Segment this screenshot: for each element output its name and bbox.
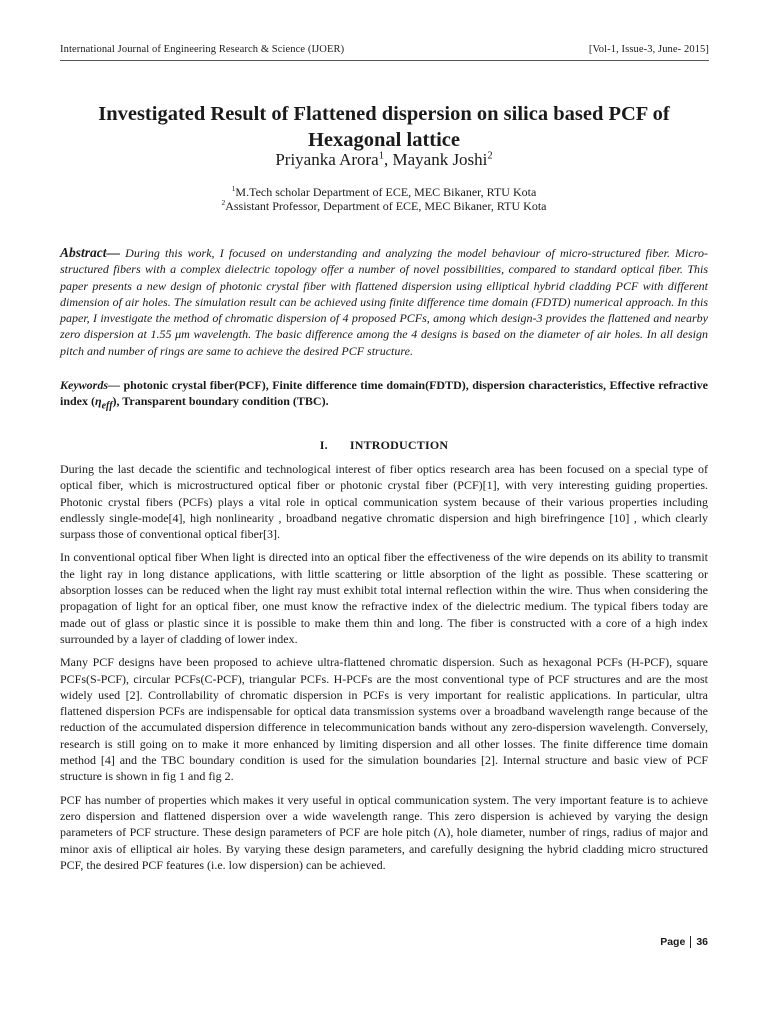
abstract-label: Abstract— bbox=[60, 245, 121, 260]
author-1: Priyanka Arora bbox=[275, 150, 379, 169]
keywords-text-b: ), Transparent boundary condition (TBC). bbox=[112, 394, 329, 409]
eff-subscript: eff bbox=[101, 400, 113, 412]
paragraph: Many PCF designs have been proposed to achieve ultra-flattened chromatic dispersion. Such as hexagonal PCFs (H-PCF), square PCFs(S-PCF), circular PCFs(C-PCF), triangular PCFs. H-PCFs are the most conventional type of PCF structures and are the most widely used [2]. Controllability of chromatic dispersion in PCFs is very important for realistic applications. In particular, ultra flattened dispersion PCFs are indispensable for optical data transmission systems over a broadband wavelength range because of the reduction of the accumulated dispersion difference in telecommunication bands without any zero-dispersion wavelength. Conversely, research is still going on to make it more enhanced by limiting dispersion and all other losses. The finite difference time domain method [4] and the TBC boundary condition is used for the simulation boundaries [2]. Internal structure and basic view of PCF structure is shown in fig 1 and fig 2. bbox=[60, 655, 708, 784]
author-2: Mayank Joshi bbox=[392, 150, 488, 169]
paragraph: In conventional optical fiber When light is directed into an optical fiber the effectiveness of the wire depends on its ability to transmit the light ray in long distance applications, with little scattering or little absorption of the light as possible. These scattering or absorption losses can be reduced when the light ray must exhibit total internal reflection within the wire. Thus when considering the propagation of light for an optical fiber, one must know the refractive index of the dielectric medium. The typical fibers today are made out of glass or plastic since it is possible to make them thin and long. The fiber is constructed with a core of a high index surrounded by a layer of cladding of lower index. bbox=[60, 550, 708, 646]
affiliation-2-mark: 2 bbox=[221, 198, 226, 207]
affiliation-2-text: Assistant Professor, Department of ECE, MEC Bikaner, RTU Kota bbox=[225, 199, 547, 213]
keywords-text-a: photonic crystal fiber(PCF), Finite difference time domain(FDTD), dispersion characteristics, Effective refractive index ( bbox=[60, 378, 708, 409]
keywords-label: Keywords— bbox=[60, 378, 120, 392]
author-1-affil-mark: 1 bbox=[378, 150, 384, 162]
affiliation-1-mark: 1 bbox=[231, 184, 236, 193]
paper-title bbox=[40, 101, 728, 153]
header-rule bbox=[60, 60, 709, 61]
eta-symbol: η bbox=[95, 394, 102, 409]
paragraph: PCF has number of properties which makes it very useful in optical communication system. The very important feature is to achieve zero dispersion and flattened dispersion over a wide wavelength range. This zero dispersion is achieved by varying the design parameters of PCF structure. These design parameters of PCF are hole pitch (Λ), hole diameter, number of rings, radius of major and minor axis of elliptical air holes. By varying these design parameters, and carefully designing the hybrid cladding micro structured PCF, the desired PCF features (i.e. low dispersion) can be achieved. bbox=[60, 792, 708, 872]
paragraph: During the last decade the scientific and technological interest of fiber optics research area has been focused on a special type of optical fiber, which is microstructured optical fiber or photonic crystal fiber (PCF)[1], with very interesting guiding properties. Photonic crystal fibers (PCFs) plays a vital role in optical communication system because of their various properties including endlessly single-mode[4], high nonlinearity , broadband negative chromatic dispersion and high birefringence [10] , which clearly surpass those of conventional optical fiber[3]. bbox=[60, 462, 708, 542]
affiliation-2 bbox=[0, 199, 768, 214]
page-label: Page bbox=[660, 936, 686, 948]
author-line bbox=[0, 150, 768, 170]
section-heading bbox=[0, 438, 768, 453]
page-number: 36 bbox=[696, 936, 708, 948]
footer-divider bbox=[690, 936, 691, 948]
running-header bbox=[60, 44, 709, 55]
abstract-text: During this work, I focused on understanding and analyzing the model behaviour of micro-structured fiber. Micro-structured fibers with a complex dielectric topology offer a number of novel possibilities, compared to standard optical fiber. This paper presents a new design of photonic crystal fiber with flattened dispersion using elliptical hybrid cladding PCF with different dimension of air holes. The simulation result can be achieved using finite difference time domain (FDTD) numerical approach. In this paper, I investigate the method of chromatic dispersion of 4 proposed PCFs, among which design-3 provides the flattened and nearby zero dispersion at 1.55 μm wavelength. The basic difference among the 4 designs is based on the diameter of air holes. In all design pitch and number of rings are same to achieve the desired PCF structure. bbox=[60, 246, 708, 358]
page-footer bbox=[660, 936, 708, 948]
title-line-1: Investigated Result of Flattened dispersion on silica based PCF of bbox=[98, 103, 670, 125]
journal-name: International Journal of Engineering Research & Science (IJOER) bbox=[60, 44, 345, 55]
issue-info: [Vol-1, Issue-3, June- 2015] bbox=[588, 44, 709, 55]
title-line-2: Hexagonal lattice bbox=[307, 129, 460, 151]
author-separator: , bbox=[383, 150, 393, 169]
affiliation-1-text: M.Tech scholar Department of ECE, MEC Bikaner, RTU Kota bbox=[235, 185, 537, 199]
author-2-affil-mark: 2 bbox=[487, 150, 493, 162]
section-title: INTRODUCTION bbox=[349, 438, 449, 452]
body-text bbox=[60, 461, 708, 880]
abstract bbox=[60, 245, 708, 359]
keywords bbox=[60, 377, 708, 415]
section-number: I. bbox=[319, 438, 328, 452]
affiliation-1 bbox=[0, 185, 768, 200]
